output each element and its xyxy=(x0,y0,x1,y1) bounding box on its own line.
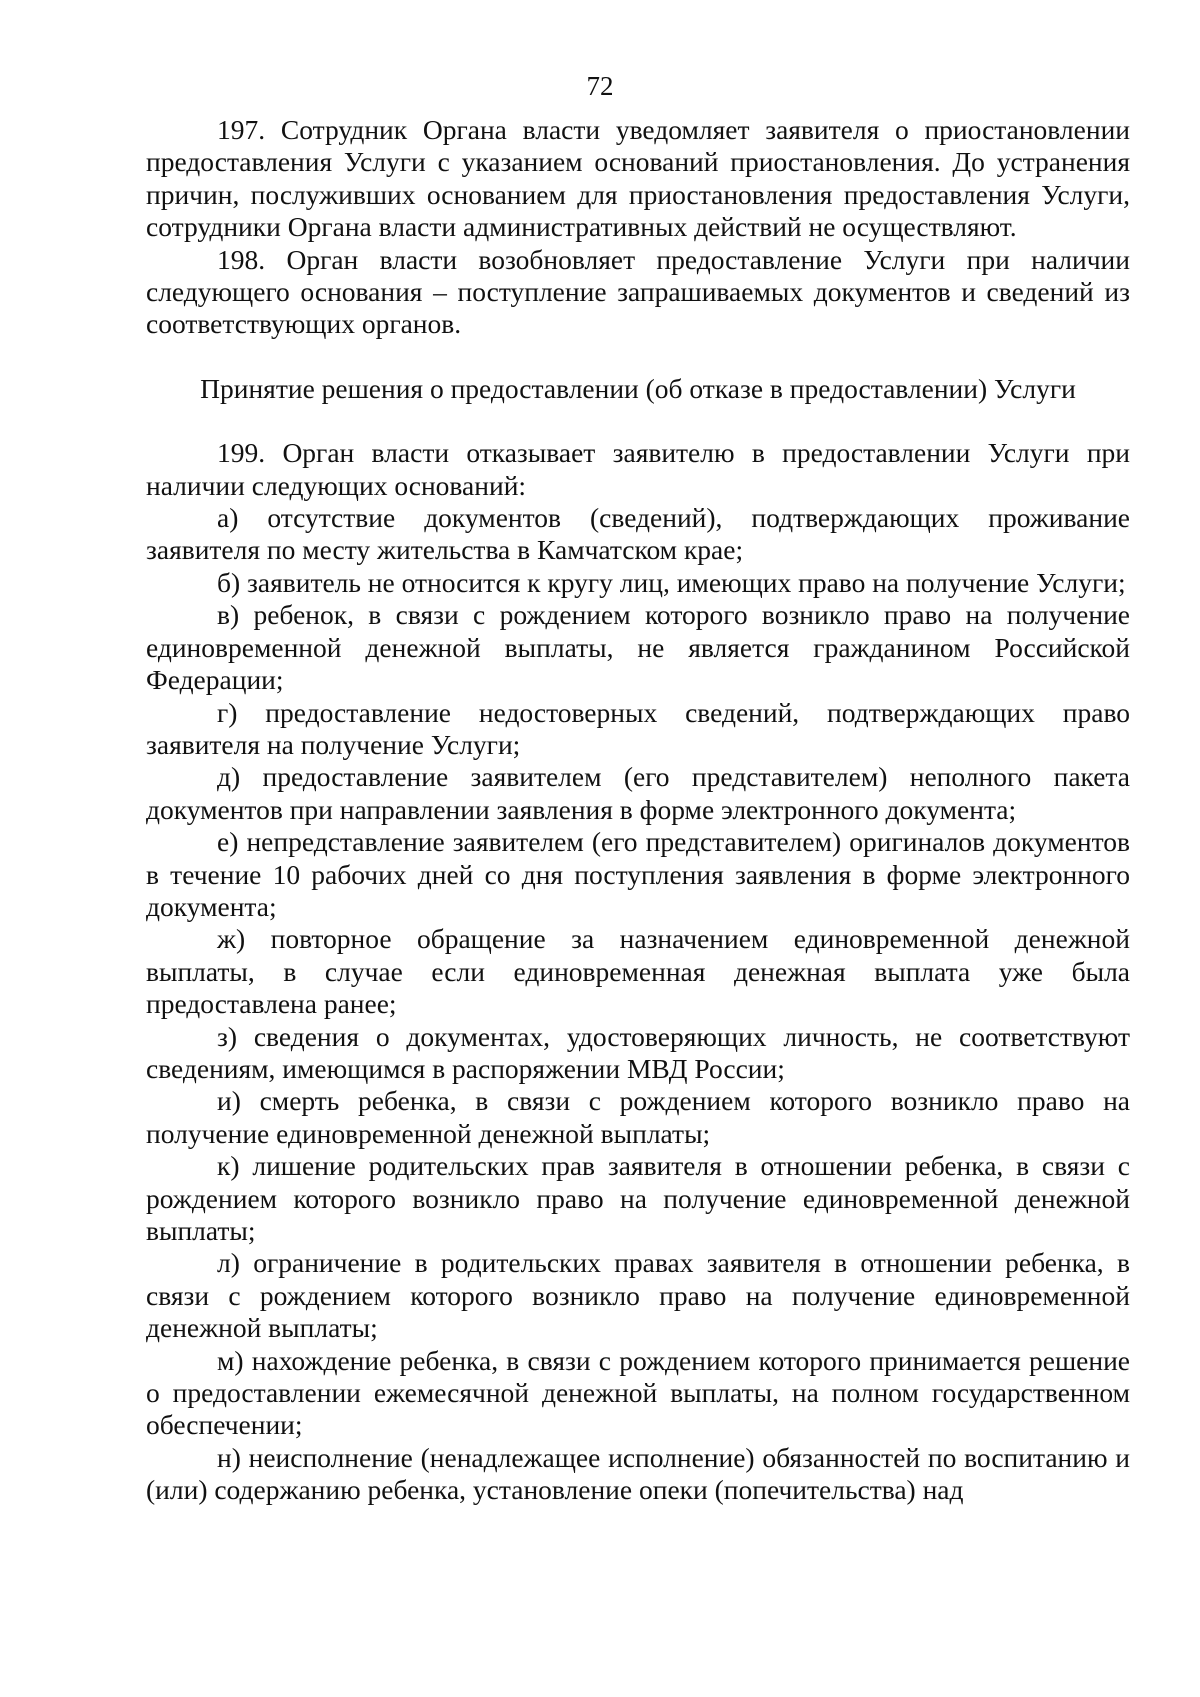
list-item-z: з) сведения о документах, удостоверяющих личность, не соответствуют сведениям, имеющимся в распоряжении МВД России; xyxy=(146,1020,1130,1084)
list-item-l: л) ограничение в родительских правах заявителя в отношении ребенка, в связи с рождением которого возникло право на получение единовременной денежной выплаты; xyxy=(146,1247,1130,1344)
paragraph-197: 197. Сотрудник Органа власти уведомляет заявителя о приостановлении предоставления Услуги с указанием оснований приостановления. До устранения причин, послуживших основанием для приостановления предоставления Услуги, сотрудники Органа власти административных действий не осуществляют. xyxy=(146,114,1130,243)
paragraph-198: 198. Орган власти возобновляет предоставление Услуги при наличии следующего основания – поступление запрашиваемых документов и сведений из соответствующих органов. xyxy=(146,243,1130,340)
section-heading: Принятие решения о предоставлении (об отказе в предоставлении) Услуги xyxy=(200,372,1076,404)
list-item-g: г) предоставление недостоверных сведений, подтверждающих право заявителя на получение Услуги; xyxy=(146,696,1130,760)
list-item-n: н) неисполнение (ненадлежащее исполнение) обязанностей по воспитанию и (или) содержанию ребенка, установление опеки (попечительства) над xyxy=(146,1441,1130,1506)
list-item-b: б) заявитель не относится к кругу лиц, имеющих право на получение Услуги; xyxy=(217,566,1126,598)
document-body xyxy=(146,114,1130,1507)
list-item-i: и) смерть ребенка, в связи с рождением которого возникло право на получение единовременной денежной выплаты; xyxy=(146,1085,1130,1149)
list-item-k: к) лишение родительских прав заявителя в отношении ребенка, в связи с рождением которого возникло право на получение единовременной денежной выплаты; xyxy=(146,1150,1130,1246)
paragraph-199: 199. Орган власти отказывает заявителю в предоставлении Услуги при наличии следующих оснований: xyxy=(146,437,1130,501)
page-number: 72 xyxy=(586,71,614,101)
list-item-e: е) непредставление заявителем (его представителем) оригиналов документов в течение 10 рабочих дней со дня поступления заявления в форме электронного документа; xyxy=(146,826,1130,922)
list-item-a: а) отсутствие документов (сведений), подтверждающих проживание заявителя по месту жительства в Камчатском крае; xyxy=(146,502,1130,566)
list-item-m: м) нахождение ребенка, в связи с рождением которого принимается решение о предоставлении ежемесячной денежной выплаты, на полном государственном обеспечении; xyxy=(146,1344,1130,1441)
list-item-d: д) предоставление заявителем (его представителем) неполного пакета документов при направлении заявления в форме электронного документа; xyxy=(146,761,1130,825)
list-item-v: в) ребенок, в связи с рождением которого возникло право на получение единовременной денежной выплаты, не является гражданином Российской Федерации; xyxy=(146,599,1130,696)
list-item-zh: ж) повторное обращение за назначением единовременной денежной выплаты, в случае если единовременная денежная выплата уже была предоставлена ранее; xyxy=(146,923,1130,1020)
